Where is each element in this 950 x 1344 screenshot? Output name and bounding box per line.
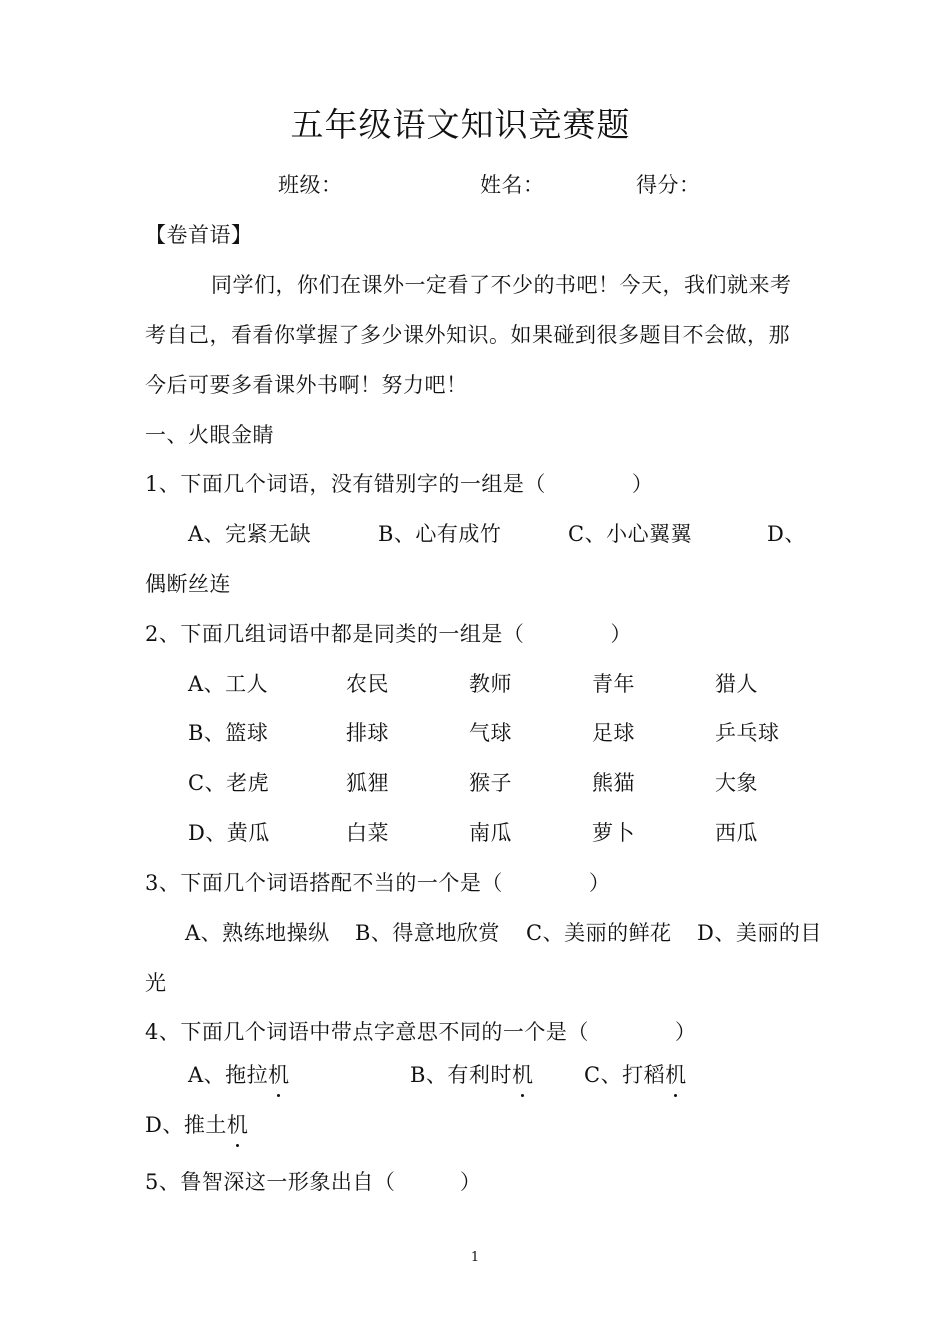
q1-option-d: D、 [767,522,806,546]
q2-row-c-word: 狐狸 [346,771,389,795]
q2-row-a-word: 农民 [346,672,389,696]
q4-option-c [584,1062,687,1088]
option-text: A、拖拉 [188,1063,269,1087]
question-1-stem: 1、下面几个词语，没有错别字的一组是（ ） [145,472,654,496]
option-text: B、有利时 [410,1063,512,1087]
q2-row-a-word: A、工人 [188,672,269,696]
question-4-stem: 4、下面几个词语中带点字意思不同的一个是（ ） [145,1020,697,1044]
question-5-stem: 5、鲁智深这一形象出自（ ） [145,1170,482,1194]
q1-option-b: B、心有成竹 [378,522,502,546]
q1-option-d-wrap: 偶断丝连 [145,572,231,596]
q2-row-d-word: 西瓜 [715,821,758,845]
q2-row-d-word: 萝卜 [592,821,635,845]
q2-row-a-word: 教师 [469,672,512,696]
q2-row-c-word: 熊猫 [592,771,635,795]
question-3-stem: 3、下面几个词语搭配不当的一个是（ ） [145,871,611,895]
page-number: 1 [470,1250,480,1265]
page-title: 五年级语文知识竞赛题 [290,105,631,144]
q3-option-b: B、得意地欣赏 [355,921,500,945]
q2-row-b-word: 气球 [469,721,512,745]
section-title: 一、火眼金睛 [145,423,274,447]
q2-row-a-word: 青年 [592,672,635,696]
q4-option-d [145,1112,248,1138]
q2-row-d-word: D、黄瓜 [188,821,270,845]
q2-row-c-word: 大象 [715,771,758,795]
q2-row-d-word: 白菜 [346,821,389,845]
q1-option-c: C、小心翼翼 [568,522,693,546]
q3-option-d-wrap: 光 [145,971,167,995]
preface-line: 考自己，看看你掌握了多少课外知识。如果碰到很多题目不会做，那 [145,323,790,347]
class-field-label: 班级： [278,173,343,197]
score-field-label: 得分： [636,173,701,197]
q2-row-b-word: 乒乓球 [715,721,780,745]
q2-row-b-word: B、篮球 [188,721,269,745]
q4-option-a [188,1062,290,1088]
preface-heading: 【卷首语】 [145,223,253,247]
q2-row-c-word: C、老虎 [188,771,270,795]
q2-row-b-word: 排球 [346,721,389,745]
q4-option-b [410,1062,533,1088]
dotted-character: 机 [665,1063,687,1087]
dotted-character: 机 [268,1063,290,1087]
dotted-character: 机 [511,1063,534,1087]
question-2-stem: 2、下面几组词语中都是同类的一组是（ ） [145,622,632,646]
option-text: D、推土 [145,1113,227,1137]
preface-line: 同学们，你们在课外一定看了不少的书吧！今天，我们就来考 [211,273,792,297]
preface-line: 今后可要多看课外书啊！努力吧！ [145,373,468,397]
q3-option-a: A、熟练地操纵 [185,921,330,945]
q2-row-d-word: 南瓜 [469,821,512,845]
option-text: C、打稻 [584,1063,666,1087]
q2-row-a-word: 猎人 [715,672,758,696]
dotted-character: 机 [226,1113,249,1137]
q2-row-b-word: 足球 [592,721,635,745]
q3-option-d: D、美丽的目 [697,921,822,945]
q1-option-a: A、完紧无缺 [188,522,312,546]
name-field-label: 姓名： [480,173,545,197]
q3-option-c: C、美丽的鲜花 [526,921,672,945]
q2-row-c-word: 猴子 [469,771,512,795]
